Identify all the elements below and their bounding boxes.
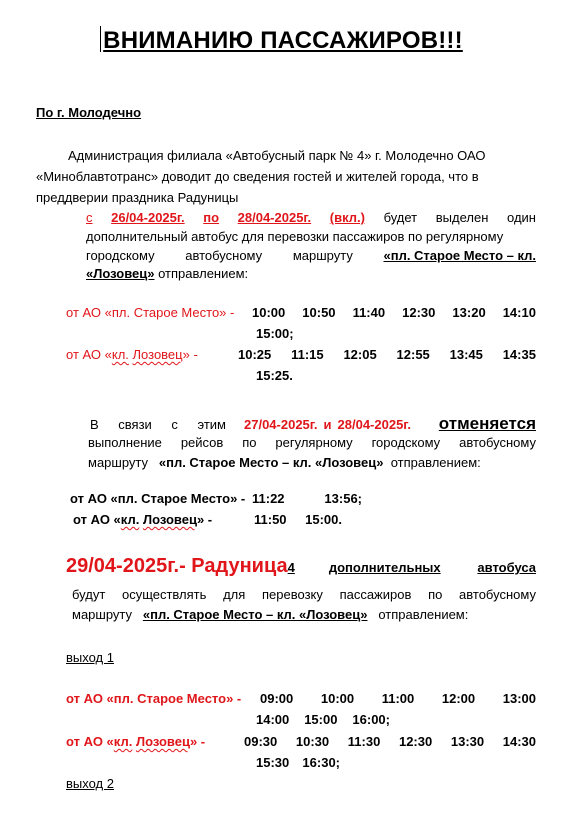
s3-times-a: 09:00 10:00 11:00 12:00 13:00	[260, 691, 536, 706]
s3-from-stop-a: от АО «пл. Старое Место» -	[66, 691, 242, 706]
s1-from-stop-b: от АО «кл. Лозовец» -	[66, 347, 198, 362]
s3-exit-2: выход 2	[66, 776, 114, 791]
s1-line-4: «Лозовец» отправлением:	[86, 266, 249, 281]
s3-line-3: маршруту «пл. Старое Место – кл. «Лозовец» отправлением:	[72, 607, 469, 622]
s3-times-a-tail: 14:00 15:00 16:00;	[256, 712, 390, 727]
s3-line-2: будут осуществлять для перевозку пассажиров по автобусному	[72, 587, 536, 602]
s1-line-2: дополнительный автобус для перевозки пассажиров по регулярному	[86, 229, 504, 244]
s2-from-stop-a: от АО «пл. Старое Место» -	[70, 491, 246, 506]
s3-times-b-tail: 15:30 16:30;	[256, 755, 340, 770]
s3-line-1: 29/04-2025г.- Радуница 4 дополнительных автобуса	[66, 555, 536, 577]
s2-times-b: 11:50 15:00.	[254, 512, 342, 527]
s1-times-b-tail: 15:25.	[256, 368, 293, 383]
s1-line-3: городскому автобусному маршруту «пл. Старое Место – кл.	[86, 248, 536, 263]
intro-line-3: преддверии праздника Радуницы	[36, 190, 239, 205]
s1-from-stop-a: от АО «пл. Старое Место» -	[66, 305, 235, 320]
s3-from-stop-b: от АО «кл. Лозовец» -	[66, 734, 206, 749]
intro-line-2: «Миноблавтотранс» доводит до сведения гостей и жителей города, что в	[36, 169, 479, 184]
city-heading: По г. Молодечно	[36, 105, 142, 120]
s1-times-b: 10:25 11:15 12:05 12:55 13:45 14:35	[238, 347, 536, 362]
s2-line-3: маршруту «пл. Старое Место – кл. «Лозовец» отправлением:	[88, 455, 481, 470]
s1-period-line: с 26/04-2025г. по 28/04-2025г. (вкл.) будет выделен один	[86, 210, 536, 225]
intro-line-1: Администрация филиала «Автобусный парк № 4» г. Молодечно ОАО	[68, 148, 486, 163]
s1-times-a-tail: 15:00;	[256, 326, 294, 341]
s1-times-a: 10:00 10:50 11:40 12:30 13:20 14:10	[252, 305, 536, 320]
text-cursor	[100, 26, 101, 52]
s2-times-a: 11:22 13:56;	[252, 491, 362, 506]
page-title: ВНИМАНИЮ ПАССАЖИРОВ!!!	[0, 26, 563, 55]
s3-exit-1: выход 1	[66, 650, 114, 665]
s2-line-1: В связи с этим 27/04-2025г. и 28/04-2025г. отменяется	[90, 414, 536, 433]
s2-line-2: выполнение рейсов по регулярному городскому автобусному	[88, 435, 536, 450]
s2-from-stop-b: от АО «кл. Лозовец» -	[73, 512, 213, 527]
s3-times-b: 09:30 10:30 11:30 12:30 13:30 14:30	[244, 734, 536, 749]
